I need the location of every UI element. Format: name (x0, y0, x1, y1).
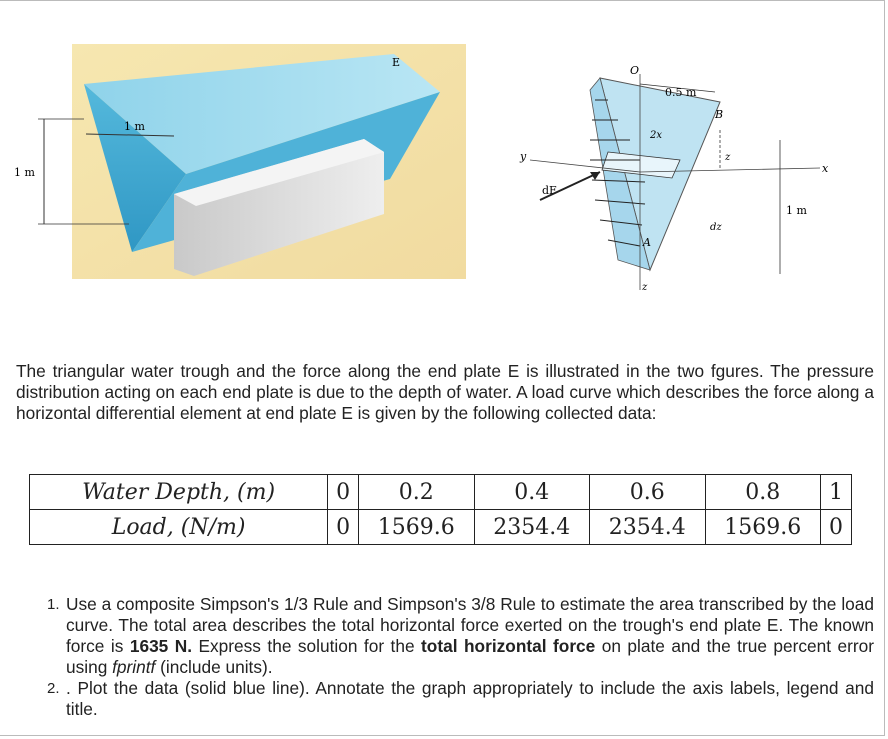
table-cell: 0 (328, 475, 359, 510)
table-row (30, 510, 852, 545)
table-cell: 0.6 (590, 475, 706, 510)
label-origin: O (630, 64, 640, 77)
label-z-bottom: z (642, 282, 648, 293)
label-df: dF (542, 184, 557, 197)
table-cell: 2354.4 (590, 510, 706, 545)
table-cell: 0.8 (705, 475, 821, 510)
list-marker: 1. (47, 596, 60, 613)
row-label-depth: Water Depth, (m) (30, 475, 328, 510)
problem-description: The triangular water trough and the force along the end plate E is illustrated in the two fgures. The pressure distribution acting on each end plate is due to the depth of water. A load curve which describes the force along a horizontal differential element at end plate E is given by the following collected data: (16, 361, 874, 424)
label-z-mid: z (725, 152, 731, 163)
total-force-emphasis: total horizontal force (421, 636, 596, 656)
label-2x: 2x (650, 130, 663, 141)
label-top-width: 0.5 m (665, 86, 697, 99)
table-cell: 2354.4 (474, 510, 590, 545)
table-row (30, 475, 852, 510)
table-cell: 1 (821, 475, 852, 510)
label-dz: dz (710, 222, 722, 233)
question-list (40, 594, 874, 720)
known-force: 1635 N. (129, 636, 193, 656)
table-cell: 0.2 (359, 475, 475, 510)
label-b: B (715, 108, 724, 121)
fprintf-emphasis: fprintf (112, 657, 156, 677)
table-cell: 1569.6 (705, 510, 821, 545)
table-cell: 0.4 (474, 475, 590, 510)
question-1: 1. Use a composite Simpson's 1/3 Rule and Simpson's 3/8 Rule to estimate the area transcribed by the load curve. The total area describes the total horizontal force exerted on the trough's end plate E. The known force is 1635 N. Express the solution for the total horizontal force on plate and the true percent error using fprintf (include units). (47, 594, 874, 677)
label-y: y (520, 150, 527, 163)
table-cell: 0 (328, 510, 359, 545)
label-a: A (643, 236, 651, 249)
label-height: 1 m (14, 166, 35, 179)
trough-illustration (14, 44, 466, 284)
label-x: x (822, 162, 829, 175)
data-table (29, 474, 852, 545)
table-cell: 1569.6 (359, 510, 475, 545)
pressure-diagram (500, 60, 840, 300)
label-width: 1 m (124, 120, 145, 133)
label-depth: 1 m (786, 204, 807, 217)
table-cell: 0 (821, 510, 852, 545)
list-marker: 2. (47, 680, 60, 697)
question-2: 2. . Plot the data (solid blue line). Annotate the graph appropriately to include the axis labels, legend and title. (47, 678, 874, 719)
label-plate-e: E (392, 56, 401, 69)
row-label-load: Load, (N/m) (30, 510, 328, 545)
